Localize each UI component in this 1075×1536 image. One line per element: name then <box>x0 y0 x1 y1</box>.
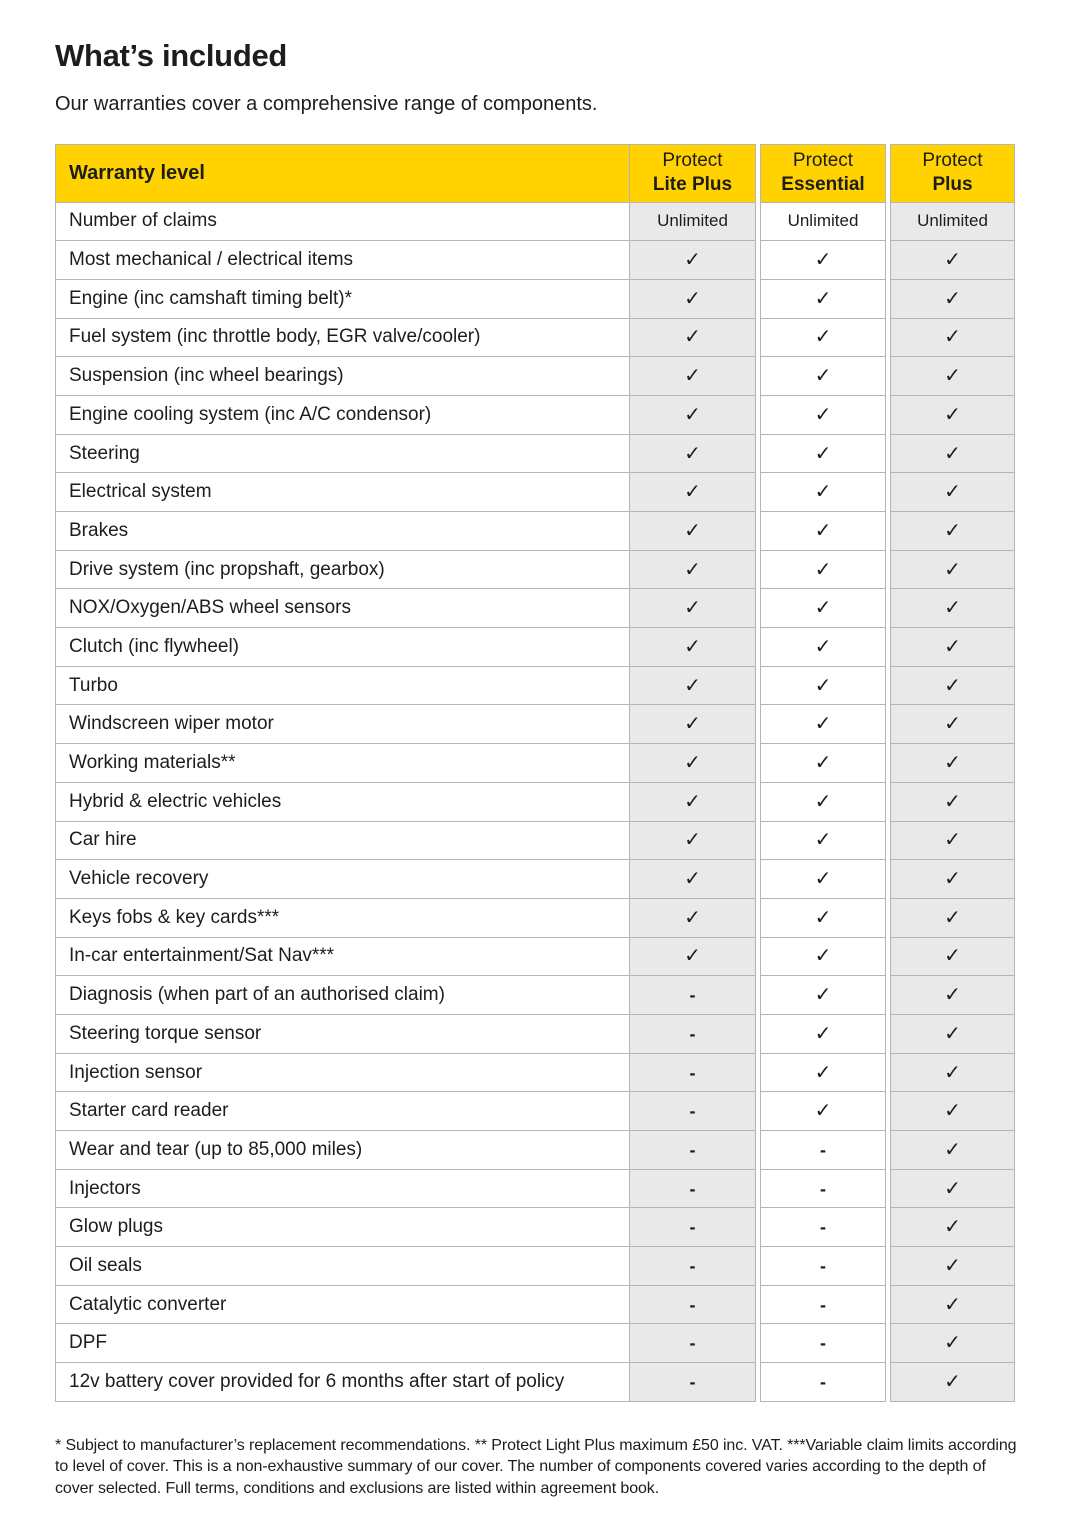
footnote: * Subject to manufacturer’s replacement recommendations. ** Protect Light Plus maximum £50 inc. VAT. ***Variable claim limits according to level of cover. This is a non-exhaustive summary of our cover. The number of components covered varies according to the depth of cover selected. Full terms, conditions and exclusions are listed within agreement book. <box>55 1436 1017 1497</box>
value-text: Unlimited <box>787 211 859 231</box>
check-icon: ✓ <box>944 249 961 272</box>
check-icon: ✓ <box>814 597 832 620</box>
value-cell-lite-plus <box>629 1014 756 1054</box>
value-cell-essential <box>760 356 886 396</box>
table-row <box>55 898 1018 938</box>
check-icon: ✓ <box>944 1293 961 1316</box>
value-cell-plus <box>890 898 1015 938</box>
value-cell-essential <box>760 1130 886 1170</box>
dash-icon: - <box>689 1255 696 1276</box>
dash-icon: - <box>689 1062 696 1083</box>
value-cell-lite-plus <box>629 588 756 628</box>
dash-icon: - <box>820 1255 826 1276</box>
check-icon: ✓ <box>814 442 832 465</box>
check-icon: ✓ <box>814 287 832 310</box>
table-row <box>55 704 1018 744</box>
row-label: Keys fobs & key cards*** <box>55 898 630 938</box>
check-icon: ✓ <box>944 481 961 504</box>
check-icon: ✓ <box>684 481 701 504</box>
value-cell-lite-plus <box>629 550 756 590</box>
row-label: Working materials** <box>55 743 630 783</box>
table-row <box>55 1207 1018 1247</box>
table-row <box>55 743 1018 783</box>
check-icon: ✓ <box>944 1254 961 1277</box>
row-label: Most mechanical / electrical items <box>55 240 630 280</box>
row-label: Drive system (inc propshaft, gearbox) <box>55 550 630 590</box>
row-label: Vehicle recovery <box>55 859 630 899</box>
check-icon: ✓ <box>814 326 832 349</box>
table-row <box>55 1169 1018 1209</box>
table-row <box>55 318 1018 358</box>
value-cell-lite-plus <box>629 511 756 551</box>
check-icon: ✓ <box>814 906 832 929</box>
row-label: Clutch (inc flywheel) <box>55 627 630 667</box>
check-icon: ✓ <box>814 249 832 272</box>
row-label: Glow plugs <box>55 1207 630 1247</box>
check-icon: ✓ <box>814 558 832 581</box>
value-cell-plus <box>890 782 1015 822</box>
check-icon: ✓ <box>684 365 701 388</box>
check-icon: ✓ <box>814 868 832 891</box>
check-icon: ✓ <box>944 674 961 697</box>
row-label: Number of claims <box>55 202 630 242</box>
dash-icon: - <box>820 1333 826 1354</box>
value-cell-plus <box>890 1285 1015 1325</box>
value-cell-essential <box>760 434 886 474</box>
warranty-comparison-table <box>55 144 1018 1402</box>
row-label: NOX/Oxygen/ABS wheel sensors <box>55 588 630 628</box>
value-cell-lite-plus <box>629 1053 756 1093</box>
check-icon: ✓ <box>684 287 701 310</box>
table-row <box>55 1091 1018 1131</box>
table-row <box>55 395 1018 435</box>
table-body <box>55 202 1018 1402</box>
value-cell-essential <box>760 1207 886 1247</box>
value-cell-lite-plus <box>629 627 756 667</box>
table-row <box>55 1285 1018 1325</box>
row-label: Injection sensor <box>55 1053 630 1093</box>
check-icon: ✓ <box>944 713 961 736</box>
table-row <box>55 1362 1018 1402</box>
value-cell-lite-plus <box>629 743 756 783</box>
check-icon: ✓ <box>944 326 961 349</box>
value-cell-essential <box>760 975 886 1015</box>
value-cell-essential <box>760 1053 886 1093</box>
check-icon: ✓ <box>944 287 961 310</box>
value-cell-plus <box>890 202 1015 242</box>
row-label: Diagnosis (when part of an authorised claim) <box>55 975 630 1015</box>
dash-icon: - <box>689 985 696 1006</box>
check-icon: ✓ <box>684 558 701 581</box>
value-cell-lite-plus <box>629 1130 756 1170</box>
dash-icon: - <box>689 1101 696 1122</box>
value-cell-lite-plus <box>629 1169 756 1209</box>
row-label: Catalytic converter <box>55 1285 630 1325</box>
value-cell-plus <box>890 279 1015 319</box>
value-cell-plus <box>890 1091 1015 1131</box>
check-icon: ✓ <box>684 326 701 349</box>
value-cell-lite-plus <box>629 666 756 706</box>
row-label: Steering torque sensor <box>55 1014 630 1054</box>
check-icon: ✓ <box>944 1100 961 1123</box>
check-icon: ✓ <box>944 906 961 929</box>
check-icon: ✓ <box>814 790 832 813</box>
row-label: Oil seals <box>55 1246 630 1286</box>
plan-brand: Protect <box>792 150 854 172</box>
value-cell-essential <box>760 666 886 706</box>
check-icon: ✓ <box>944 635 961 658</box>
value-cell-plus <box>890 511 1015 551</box>
value-cell-essential <box>760 627 886 667</box>
value-cell-lite-plus <box>629 395 756 435</box>
value-cell-plus <box>890 1207 1015 1247</box>
table-row <box>55 1323 1018 1363</box>
plan-header-essential <box>760 144 886 203</box>
table-row <box>55 821 1018 861</box>
page-subtitle: Our warranties cover a comprehensive range of components. <box>55 92 598 115</box>
plan-tier: Lite Plus <box>652 174 733 196</box>
check-icon: ✓ <box>684 945 701 968</box>
table-row <box>55 1130 1018 1170</box>
page-title: What’s included <box>55 38 288 73</box>
value-cell-essential <box>760 782 886 822</box>
row-label: Engine (inc camshaft timing belt)* <box>55 279 630 319</box>
value-cell-essential <box>760 1014 886 1054</box>
value-cell-lite-plus <box>629 975 756 1015</box>
row-label: Turbo <box>55 666 630 706</box>
dash-icon: - <box>820 1217 826 1238</box>
value-cell-plus <box>890 395 1015 435</box>
dash-icon: - <box>689 1178 696 1199</box>
warranty-level-header: Warranty level <box>55 144 630 203</box>
value-cell-plus <box>890 1130 1015 1170</box>
check-icon: ✓ <box>814 945 832 968</box>
value-cell-plus <box>890 937 1015 977</box>
value-cell-lite-plus <box>629 937 756 977</box>
value-cell-lite-plus <box>629 434 756 474</box>
row-label: Hybrid & electric vehicles <box>55 782 630 822</box>
check-icon: ✓ <box>684 790 701 813</box>
value-cell-essential <box>760 704 886 744</box>
check-icon: ✓ <box>814 365 832 388</box>
value-cell-plus <box>890 704 1015 744</box>
check-icon: ✓ <box>684 519 701 542</box>
row-label: Engine cooling system (inc A/C condensor) <box>55 395 630 435</box>
value-cell-plus <box>890 821 1015 861</box>
check-icon: ✓ <box>814 829 832 852</box>
table-row <box>55 666 1018 706</box>
row-label: Electrical system <box>55 472 630 512</box>
value-cell-lite-plus <box>629 859 756 899</box>
value-cell-lite-plus <box>629 1323 756 1363</box>
row-label: Steering <box>55 434 630 474</box>
check-icon: ✓ <box>944 558 961 581</box>
value-cell-lite-plus <box>629 1246 756 1286</box>
table-row <box>55 859 1018 899</box>
value-cell-plus <box>890 627 1015 667</box>
value-cell-plus <box>890 666 1015 706</box>
value-cell-essential <box>760 202 886 242</box>
check-icon: ✓ <box>814 752 832 775</box>
check-icon: ✓ <box>944 752 961 775</box>
check-icon: ✓ <box>944 945 961 968</box>
check-icon: ✓ <box>944 829 961 852</box>
value-cell-essential <box>760 1285 886 1325</box>
check-icon: ✓ <box>684 674 701 697</box>
value-cell-plus <box>890 859 1015 899</box>
check-icon: ✓ <box>814 519 832 542</box>
row-label: Suspension (inc wheel bearings) <box>55 356 630 396</box>
check-icon: ✓ <box>944 1332 961 1355</box>
check-icon: ✓ <box>684 597 701 620</box>
check-icon: ✓ <box>684 868 701 891</box>
value-cell-lite-plus <box>629 318 756 358</box>
check-icon: ✓ <box>684 249 701 272</box>
value-cell-lite-plus <box>629 472 756 512</box>
check-icon: ✓ <box>814 481 832 504</box>
value-cell-lite-plus <box>629 356 756 396</box>
check-icon: ✓ <box>814 1100 832 1123</box>
check-icon: ✓ <box>684 635 701 658</box>
table-header-row <box>55 144 1018 203</box>
row-label: Windscreen wiper motor <box>55 704 630 744</box>
value-cell-essential <box>760 279 886 319</box>
row-label: Wear and tear (up to 85,000 miles) <box>55 1130 630 1170</box>
check-icon: ✓ <box>944 984 961 1007</box>
check-icon: ✓ <box>814 1022 832 1045</box>
value-cell-essential <box>760 588 886 628</box>
value-cell-essential <box>760 550 886 590</box>
table-row <box>55 279 1018 319</box>
table-row <box>55 356 1018 396</box>
dash-icon: - <box>689 1372 696 1393</box>
value-cell-essential <box>760 1362 886 1402</box>
value-cell-plus <box>890 1014 1015 1054</box>
check-icon: ✓ <box>684 906 701 929</box>
check-icon: ✓ <box>944 790 961 813</box>
dash-icon: - <box>689 1333 696 1354</box>
value-cell-essential <box>760 1169 886 1209</box>
value-cell-lite-plus <box>629 704 756 744</box>
value-cell-plus <box>890 1246 1015 1286</box>
value-cell-lite-plus <box>629 1207 756 1247</box>
row-label: Starter card reader <box>55 1091 630 1131</box>
table-row <box>55 588 1018 628</box>
value-text: Unlimited <box>917 211 988 231</box>
value-cell-plus <box>890 1053 1015 1093</box>
check-icon: ✓ <box>944 1022 961 1045</box>
value-cell-plus <box>890 356 1015 396</box>
row-label: Injectors <box>55 1169 630 1209</box>
value-cell-lite-plus <box>629 1285 756 1325</box>
check-icon: ✓ <box>944 1061 961 1084</box>
table-row <box>55 782 1018 822</box>
value-cell-essential <box>760 743 886 783</box>
check-icon: ✓ <box>814 674 832 697</box>
row-label: DPF <box>55 1323 630 1363</box>
value-cell-plus <box>890 472 1015 512</box>
value-cell-lite-plus <box>629 1362 756 1402</box>
check-icon: ✓ <box>684 829 701 852</box>
value-cell-essential <box>760 511 886 551</box>
table-row <box>55 1246 1018 1286</box>
check-icon: ✓ <box>944 1177 961 1200</box>
value-cell-essential <box>760 240 886 280</box>
value-cell-essential <box>760 1246 886 1286</box>
check-icon: ✓ <box>814 403 832 426</box>
check-icon: ✓ <box>814 635 832 658</box>
value-cell-plus <box>890 975 1015 1015</box>
value-cell-essential <box>760 859 886 899</box>
plan-brand: Protect <box>662 150 723 172</box>
dash-icon: - <box>820 1372 826 1393</box>
plan-tier: Essential <box>781 174 865 196</box>
row-label: Car hire <box>55 821 630 861</box>
value-cell-plus <box>890 318 1015 358</box>
check-icon: ✓ <box>814 1061 832 1084</box>
table-row <box>55 550 1018 590</box>
value-cell-essential <box>760 937 886 977</box>
value-cell-lite-plus <box>629 898 756 938</box>
check-icon: ✓ <box>944 365 961 388</box>
dash-icon: - <box>689 1023 696 1044</box>
value-cell-lite-plus <box>629 240 756 280</box>
check-icon: ✓ <box>684 403 701 426</box>
value-cell-essential <box>760 395 886 435</box>
row-label: 12v battery cover provided for 6 months after start of policy <box>55 1362 630 1402</box>
value-cell-essential <box>760 318 886 358</box>
value-cell-lite-plus <box>629 202 756 242</box>
plan-header-lite-plus <box>629 144 756 203</box>
check-icon: ✓ <box>814 713 832 736</box>
value-cell-essential <box>760 472 886 512</box>
value-cell-essential <box>760 821 886 861</box>
check-icon: ✓ <box>944 1216 961 1239</box>
table-row <box>55 937 1018 977</box>
check-icon: ✓ <box>684 713 701 736</box>
value-cell-plus <box>890 588 1015 628</box>
value-cell-plus <box>890 1169 1015 1209</box>
check-icon: ✓ <box>814 984 832 1007</box>
table-row <box>55 975 1018 1015</box>
value-cell-plus <box>890 1323 1015 1363</box>
value-cell-lite-plus <box>629 821 756 861</box>
value-cell-plus <box>890 434 1015 474</box>
dash-icon: - <box>689 1139 696 1160</box>
value-cell-essential <box>760 1323 886 1363</box>
table-row <box>55 434 1018 474</box>
value-cell-plus <box>890 1362 1015 1402</box>
plan-tier: Plus <box>932 174 973 196</box>
plan-brand: Protect <box>922 150 983 172</box>
dash-icon: - <box>689 1294 696 1315</box>
check-icon: ✓ <box>944 597 961 620</box>
dash-icon: - <box>820 1139 826 1160</box>
check-icon: ✓ <box>944 1138 961 1161</box>
table-row <box>55 240 1018 280</box>
row-label: Brakes <box>55 511 630 551</box>
check-icon: ✓ <box>684 752 701 775</box>
dash-icon: - <box>689 1217 696 1238</box>
table-row <box>55 1014 1018 1054</box>
value-cell-lite-plus <box>629 279 756 319</box>
table-row <box>55 1053 1018 1093</box>
dash-icon: - <box>820 1178 826 1199</box>
value-cell-plus <box>890 550 1015 590</box>
plan-header-plus <box>890 144 1015 203</box>
table-row <box>55 627 1018 667</box>
value-text: Unlimited <box>657 211 728 231</box>
value-cell-essential <box>760 1091 886 1131</box>
value-cell-lite-plus <box>629 782 756 822</box>
table-row <box>55 202 1018 242</box>
check-icon: ✓ <box>944 519 961 542</box>
table-row <box>55 472 1018 512</box>
check-icon: ✓ <box>944 1371 961 1394</box>
value-cell-plus <box>890 240 1015 280</box>
value-cell-plus <box>890 743 1015 783</box>
check-icon: ✓ <box>944 868 961 891</box>
row-label: Fuel system (inc throttle body, EGR valve/cooler) <box>55 318 630 358</box>
row-label: In-car entertainment/Sat Nav*** <box>55 937 630 977</box>
dash-icon: - <box>820 1294 826 1315</box>
check-icon: ✓ <box>944 403 961 426</box>
value-cell-essential <box>760 898 886 938</box>
check-icon: ✓ <box>684 442 701 465</box>
check-icon: ✓ <box>944 442 961 465</box>
value-cell-lite-plus <box>629 1091 756 1131</box>
table-row <box>55 511 1018 551</box>
